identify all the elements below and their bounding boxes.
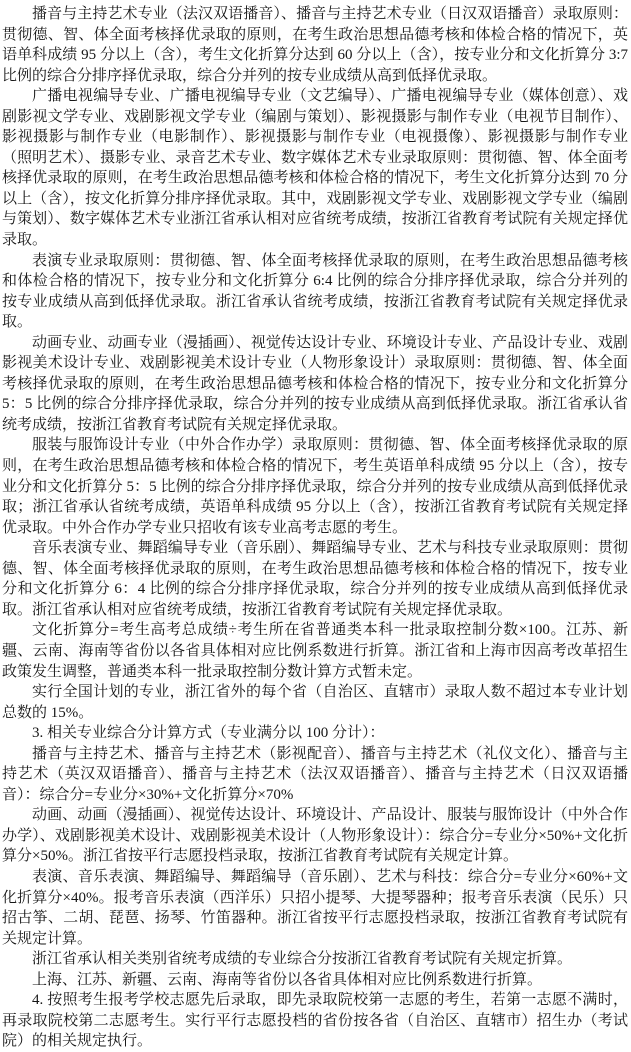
paragraph-composite-formula-broadcast: 播音与主持艺术、播音与主持艺术（影视配音）、播音与主持艺术（礼仪文化）、播音与主持艺术（英汉双语播音）、播音与主持艺术（法汉双语播音）、播音与主持艺术（日汉双语播音）：综合分=专业分×30%+文化折算分×70% bbox=[2, 745, 628, 803]
paragraph-culture-score-formula: 文化折算分=考生高考总成绩÷考生所在省普通类本科一批录取控制分数×100。江苏、新疆、云南、海南等省份以各省具体相对应比例系数进行折算。浙江省和上海市因高考改革招生政策发生调整，普通类本科一批录取控制分数计算方式暂未定。 bbox=[2, 622, 628, 680]
paragraph-composite-formula-design: 动画、动画（漫插画）、视觉传达设计、环境设计、产品设计、服装与服饰设计（中外合作办学）、戏剧影视美术设计、戏剧影视美术设计（人物形象设计）：综合分=专业分×50%+文化折算分×50%。浙江省按平行志愿投档录取，按浙江省教育考试院有关规定计算。 bbox=[2, 807, 628, 865]
paragraph-provinces-conversion-note: 上海、江苏、新疆、云南、海南等省份以各省具体相对应比例系数进行折算。 bbox=[32, 971, 543, 988]
paragraph-admission-rule-animation-design-group: 动画专业、动画专业（漫插画）、视觉传达设计专业、环境设计专业、产品设计专业、戏剧影视美术设计专业、戏剧影视美术设计专业（人物形象设计）录取原则：贯彻德、智、体全面考核择优录取的原则，在考生政治思想品德考核和体检合格的情况下，按专业分和文化折算分 5：5 比例的综合分排序择优录取，综合分并列的按专业成绩从高到低择优录取。浙江省承认省统考成绩，按浙江省教育考试院有关规定择优录取。 bbox=[2, 334, 628, 433]
paragraph-admission-rule-performance: 表演专业录取原则：贯彻德、智、体全面考核择优录取的原则，在考生政治思想品德考核和体检合格的情况下，按专业分和文化折算分 6:4 比例的综合分排序择优录取，综合分并列的按专业成绩从高到低择优录取。浙江省承认省统考成绩，按浙江省教育考试院有关规定择优录取。 bbox=[2, 252, 628, 331]
paragraph-admission-rule-tv-directing-group: 广播电视编导专业、广播电视编导专业（文艺编导）、广播电视编导专业（媒体创意）、戏剧影视文学专业、戏剧影视文学专业（编剧与策划）、影视摄影与制作专业（电视节目制作）、影视摄影与制作专业（电影制作）、影视摄影与制作专业（电视摄像）、影视摄影与制作专业（照明艺术）、摄影专业、录音艺术专业、数字媒体艺术专业录取原则：贯彻德、智、体全面考核择优录取的原则，在考生政治思想品德考核和体检合格的情况下，考生文化折算分达到 70 分以上（含），按文化折算分排序择优录取。其中，戏剧影视文学专业、戏剧影视文学专业（编剧与策划）、数字媒体艺术专业浙江省承认相对应省统考成绩，按浙江省教育考试院有关规定择优录取。 bbox=[2, 88, 628, 249]
paragraph-national-plan-quota: 实行全国计划的专业，浙江省外的每个省（自治区、直辖市）录取人数不超过本专业计划总数的 15%。 bbox=[2, 684, 628, 721]
paragraph-composite-formula-performance-music: 表演、音乐表演、舞蹈编导、舞蹈编导（音乐剧）、艺术与科技：综合分=专业分×60%+文化折算分×40%。报考音乐表演（西洋乐）只招小提琴、大提琴器种；报考音乐表演（民乐）只招古筝、二胡、琵琶、扬琴、竹笛器种。浙江省按平行志愿投档录取，按浙江省教育考试院有关规定计算。 bbox=[2, 868, 628, 947]
paragraph-item-3-heading: 3. 相关专业综合分计算方式（专业满分以 100 分计）： bbox=[32, 725, 385, 742]
paragraph-item-4-admission-order: 4. 按照考生报考学校志愿先后录取，即先录取院校第一志愿的考生，若第一志愿不满时，再录取院校第二志愿考生。实行平行志愿投档的省份按各省（自治区、直辖市）招生办（考试院）的相关规定执行。 bbox=[2, 992, 628, 1050]
paragraph-admission-rule-bilingual-broadcast: 播音与主持艺术专业（法汉双语播音）、播音与主持艺术专业（日汉双语播音）录取原则：贯彻德、智、体全面考核择优录取的原则，在考生政治思想品德考核和体检合格的情况下，英语单科成绩 95 分以上（含），考生文化折算分达到 60 分以上（含），按专业分和文化折算分 3:7 比例的综合分排序择优录取，综合分并列的按专业成绩从高到低择优录取。 bbox=[2, 6, 628, 84]
paragraph-admission-rule-music-dance-group: 音乐表演专业、舞蹈编导专业（音乐剧）、舞蹈编导专业、艺术与科技专业录取原则：贯彻德、智、体全面考核择优录取的原则，在考生政治思想品德考核和体检合格的情况下，按专业分和文化折算分 6：4 比例的综合分排序择优录取，综合分并列的按专业成绩从高到低择优录取。浙江省承认相对应省统考成绩，按浙江省教育考试院有关规定择优录取。 bbox=[2, 540, 628, 618]
paragraph-admission-rule-fashion-design-joint: 服装与服饰设计专业（中外合作办学）录取原则：贯彻德、智、体全面考核择优录取的原则，在考生政治思想品德考核和体检合格的情况下，考生英语单科成绩 95 分以上（含），按专业分和文化折算分 5：5 比例的综合分排序择优录取，综合分并列的按专业成绩从高到低择优录取；浙江省承认省统考成绩，英语单科成绩 95 分以上（含），按浙江省教育考试院有关规定择优录取。中外合作办学专业只招收有该专业高考志愿的考生。 bbox=[2, 437, 628, 536]
paragraph-zhejiang-conversion-note: 浙江省承认相关类别省统考成绩的专业综合分按浙江省教育考试院有关规定折算。 bbox=[32, 951, 573, 968]
